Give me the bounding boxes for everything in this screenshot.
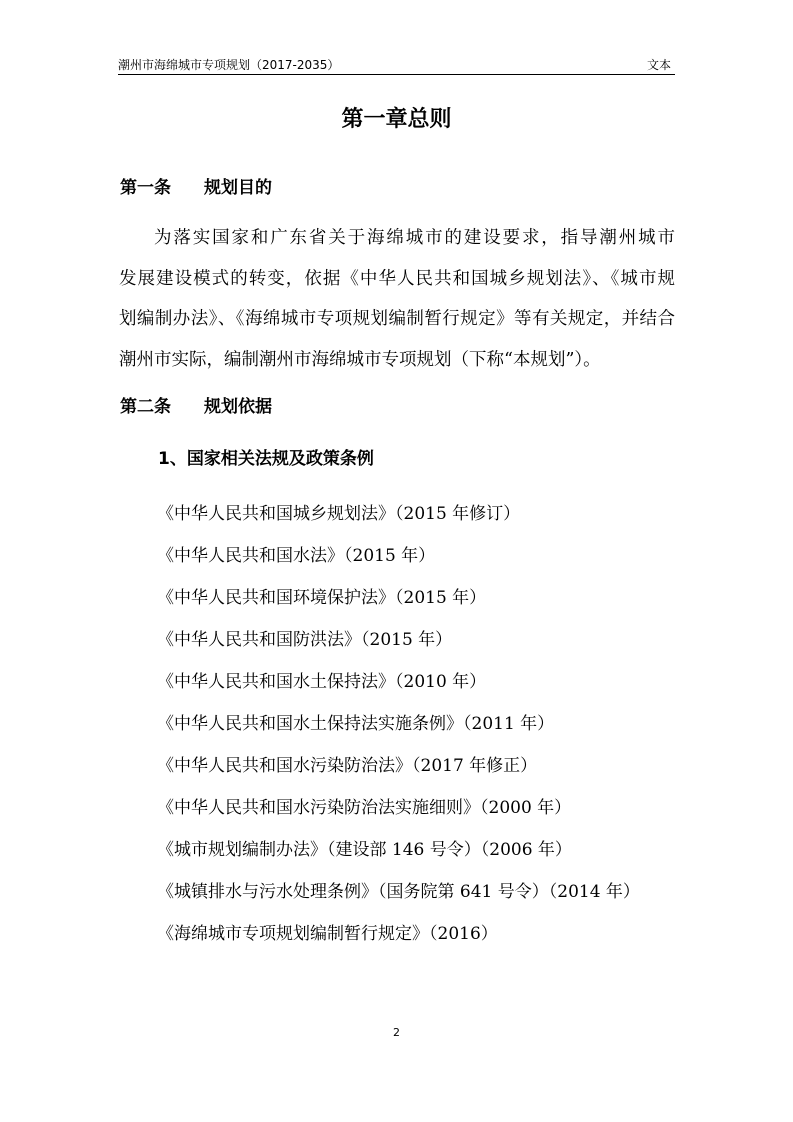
article-1-paragraph <box>119 218 675 380</box>
chapter-title: 第一章总则 <box>341 107 452 132</box>
subsection-heading: 1、国家相关法规及政策条例 <box>158 449 374 469</box>
article-2-heading <box>120 395 272 419</box>
law-item: 《城镇排水与污水处理条例》（国务院第 641 号令）（2014 年） <box>157 882 640 902</box>
paragraph-line: 为落实国家和广东省关于海绵城市的建设要求，指导潮州城市 <box>154 228 675 248</box>
article-1-heading <box>120 176 272 200</box>
article-1-title: 规划目的 <box>204 178 272 198</box>
article-2-number: 第二条 <box>120 397 171 417</box>
law-list <box>157 498 640 960</box>
law-item: 《城市规划编制办法》（建设部 146 号令）（2006 年） <box>157 840 572 860</box>
header-section-label: 文本 <box>646 58 671 72</box>
law-item: 《中华人民共和国防洪法》（2015 年） <box>157 630 453 650</box>
article-2-title: 规划依据 <box>204 397 272 417</box>
header-document-title: 潮州市海绵城市专项规划（2017-2035） <box>118 58 340 72</box>
law-item: 《中华人民共和国环境保护法》（2015 年） <box>157 588 487 608</box>
law-item: 《中华人民共和国水污染防治法实施细则》（2000 年） <box>157 798 572 818</box>
paragraph-line: 潮州市实际，编制潮州市海绵城市专项规划（下称“本规划”）。 <box>119 349 601 370</box>
law-item: 《中华人民共和国水土保持法实施条例》（2011 年） <box>157 714 555 734</box>
page-header <box>118 56 675 75</box>
law-item: 《中华人民共和国水法》（2015 年） <box>157 546 436 566</box>
page-number: 2 <box>393 1026 400 1039</box>
article-1-number: 第一条 <box>120 178 171 198</box>
law-item: 《中华人民共和国水土保持法》（2010 年） <box>157 672 487 692</box>
law-item: 《海绵城市专项规划编制暂行规定》（2016） <box>157 924 498 944</box>
paragraph-line: 发展建设模式的转变，依据《中华人民共和国城乡规划法》、《城市规 <box>119 268 675 289</box>
paragraph-line: 划编制办法》、《海绵城市专项规划编制暂行规定》等有关规定，并结合 <box>119 309 675 329</box>
law-item: 《中华人民共和国水污染防治法》（2017 年修正） <box>157 756 538 776</box>
law-item: 《中华人民共和国城乡规划法》（2015 年修订） <box>157 504 521 524</box>
